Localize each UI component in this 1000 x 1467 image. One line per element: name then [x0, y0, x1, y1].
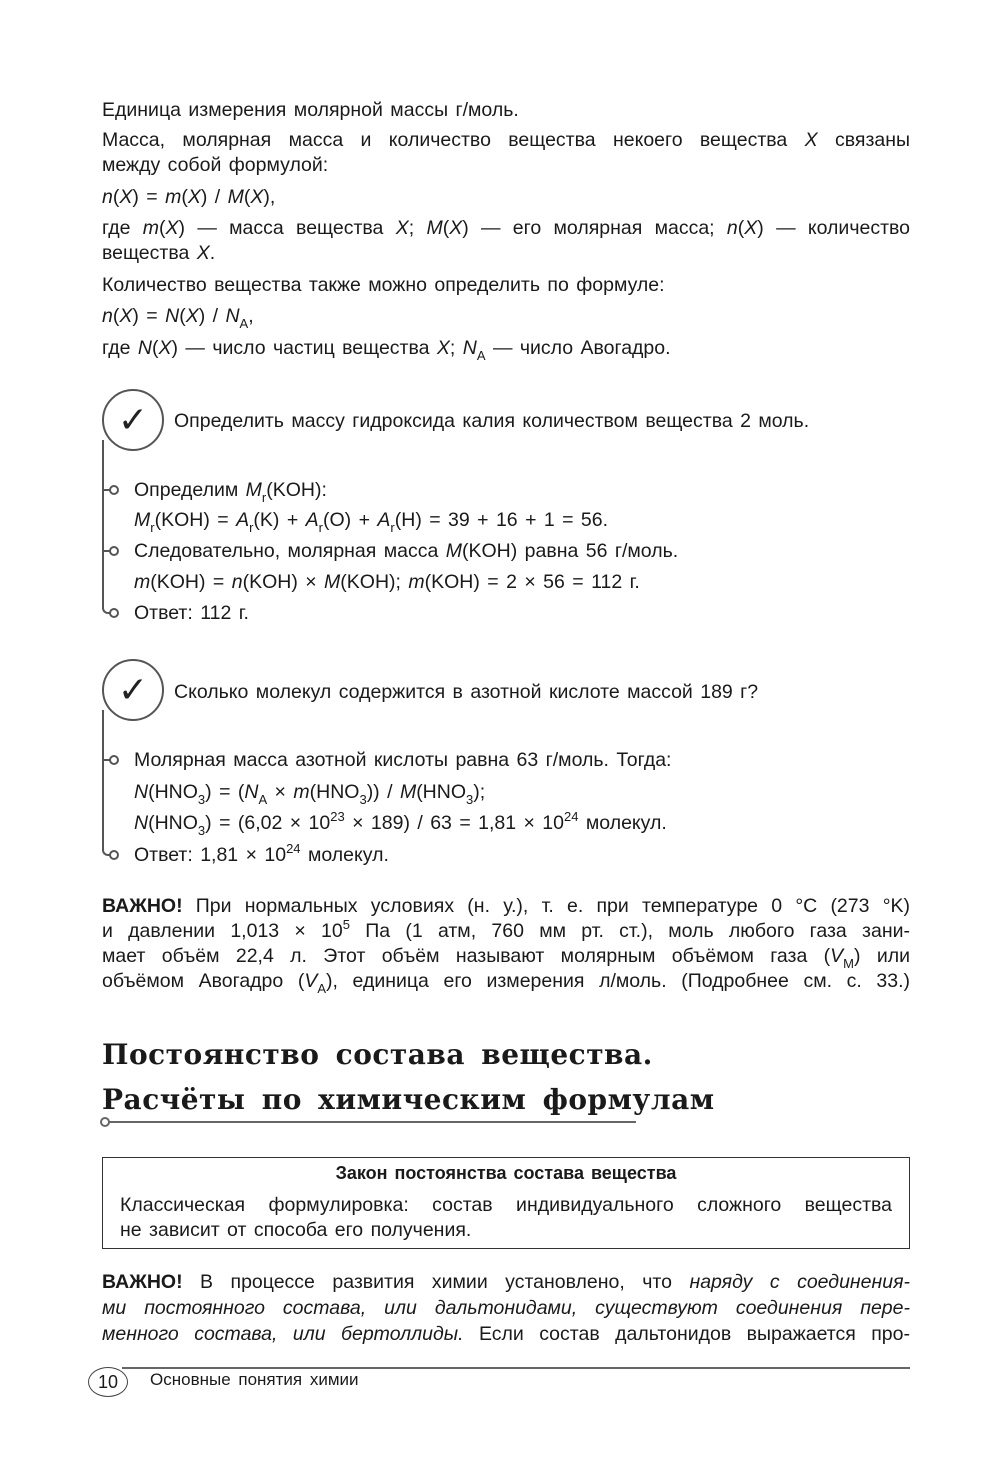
text-segment: Классическая формулировка: состав индивидуального сложного вещества	[120, 1194, 892, 1216]
text-segment: ) — его молярная масса;	[462, 217, 727, 239]
law-title: Закон постоянства состава вещества	[335, 1163, 677, 1183]
underline-dot-icon	[100, 1117, 110, 1127]
text-segment: (KOH) = 2 × 56 = 112 г.	[424, 571, 640, 593]
text-segment: X	[436, 337, 450, 359]
text-segment: ) = (6,02 × 10	[205, 812, 331, 834]
text-segment: X	[744, 217, 758, 239]
connector-line	[102, 710, 104, 848]
important-note-line	[102, 1322, 910, 1346]
text-segment: (	[179, 305, 186, 327]
text-segment: m	[142, 217, 160, 239]
text-segment: A	[305, 509, 319, 531]
answer	[134, 843, 389, 867]
text-segment: объёмом Авогадро (	[102, 970, 305, 992]
section-title-line-1: Постоянство состава вещества.	[102, 1038, 653, 1071]
example-question	[174, 409, 809, 433]
text-segment: M	[245, 479, 262, 501]
text-segment: A	[236, 509, 250, 531]
footer-rule	[122, 1367, 910, 1369]
text-segment: (	[737, 217, 745, 239]
text-segment: × 189) / 63 = 1,81 × 10	[344, 812, 564, 834]
text-line	[102, 241, 215, 265]
text-segment: (	[243, 186, 251, 208]
text-segment: A	[239, 316, 249, 331]
text-segment: ) =	[132, 186, 166, 208]
section-title-line-2: Расчёты по химическим формулам	[102, 1083, 715, 1116]
text-segment: ) или	[854, 945, 910, 967]
text-segment: (	[159, 217, 166, 239]
text-segment: N	[462, 337, 477, 359]
text-line	[102, 98, 519, 122]
law-text-line	[120, 1218, 471, 1242]
text-segment: M	[134, 509, 151, 531]
text-segment: M	[324, 571, 341, 593]
text-segment: ) — количество	[757, 217, 910, 239]
text-segment: m	[165, 186, 182, 208]
text-segment: N	[137, 337, 152, 359]
text-segment: n	[102, 186, 113, 208]
text-segment: m	[408, 571, 425, 593]
text-segment: Ответ: 112 г.	[134, 602, 249, 624]
text-segment: (	[112, 186, 120, 208]
text-segment: где	[102, 217, 143, 239]
important-note-line	[102, 894, 910, 918]
text-segment: X	[119, 305, 133, 327]
example-question	[174, 680, 758, 704]
text-segment: ;	[408, 217, 427, 239]
text-segment: мает объём 22,4 л. Этот объём называют молярным объёмом газа (	[102, 945, 831, 967]
important-note-line	[102, 1296, 910, 1320]
text-segment: 24	[286, 841, 301, 856]
text-segment: );	[473, 781, 486, 803]
text-segment: 3	[359, 792, 367, 807]
text-segment: 3	[197, 823, 206, 838]
text-segment: r	[390, 520, 395, 535]
text-segment: r	[249, 520, 254, 535]
text-segment: V	[830, 945, 844, 967]
text-segment: M	[445, 540, 463, 562]
text-segment: X	[449, 217, 463, 239]
text-segment: (KOH):	[266, 479, 327, 501]
text-segment: вещества	[102, 242, 197, 264]
text-segment: M	[426, 217, 443, 239]
text-segment: (KOH) =	[154, 509, 237, 531]
text-segment: В процессе развития химии установлено, что	[182, 1271, 690, 1293]
text-segment: (	[181, 186, 188, 208]
text-segment: (KOH);	[340, 571, 409, 593]
text-segment: (KOH) ×	[242, 571, 325, 593]
text-segment: (KOH) равна 56 г/моль.	[462, 540, 679, 562]
text-segment: ×	[267, 781, 294, 803]
text-segment: 23	[330, 809, 345, 824]
formula-line	[102, 304, 254, 331]
text-segment: V	[304, 970, 318, 992]
text-segment: Если состав дальтонидов выражается про-	[463, 1323, 910, 1345]
text-line	[102, 336, 671, 363]
text-segment: Масса, молярная масса и количество вещества некоего вещества	[102, 129, 805, 151]
bullet-icon	[109, 546, 119, 556]
text-segment: При нормальных условиях (н. у.), т. е. при температуре 0 °C (273 °K)	[182, 895, 910, 917]
text-segment: (	[151, 337, 159, 359]
text-segment: 3	[466, 792, 474, 807]
text-segment: ) /	[200, 186, 228, 208]
text-segment: X	[250, 186, 264, 208]
text-segment: Ответ: 1,81 × 10	[134, 844, 287, 866]
text-segment: ,	[248, 305, 254, 327]
text-segment: m	[293, 781, 310, 803]
text-segment: X	[187, 186, 201, 208]
text-segment: Единица измерения молярной массы г/моль.	[102, 99, 519, 121]
text-segment: 24	[564, 809, 579, 824]
text-segment: ) — число частиц вещества	[171, 337, 437, 359]
text-segment: X	[119, 186, 133, 208]
heading-underline	[108, 1121, 636, 1123]
text-segment: (HNO	[148, 812, 198, 834]
text-segment: r	[261, 490, 267, 505]
solution-step	[134, 748, 671, 772]
important-note-line	[102, 969, 910, 996]
page-number: 10	[88, 1367, 128, 1397]
text-segment: (HNO	[309, 781, 360, 803]
text-segment: n	[726, 217, 738, 239]
text-segment: X	[395, 217, 409, 239]
connector-line	[102, 440, 104, 606]
bullet-icon	[109, 850, 119, 860]
text-segment: .	[209, 242, 216, 264]
text-segment: )) /	[366, 781, 400, 803]
text-segment: менного состава, или бертоллиды.	[102, 1323, 464, 1345]
text-segment: M	[399, 781, 417, 803]
text-segment: ) = (	[205, 781, 245, 803]
text-segment: (HNO	[416, 781, 467, 803]
text-segment: (H) = 39 + 16 + 1 = 56.	[394, 509, 609, 531]
text-segment: (	[442, 217, 450, 239]
important-note-line	[102, 919, 910, 943]
text-segment: (KOH) =	[150, 571, 232, 593]
text-segment: наряду с соединения-	[689, 1271, 910, 1293]
text-segment: 3	[197, 792, 206, 807]
solution-step	[134, 780, 486, 807]
text-segment: A	[317, 981, 327, 996]
text-segment: Па (1 атм, 760 мм рт. ст.), моль любого газа зани-	[349, 920, 910, 942]
text-segment: X	[158, 337, 172, 359]
important-note-line	[102, 1270, 910, 1294]
text-segment: 5	[342, 917, 350, 932]
solution-step	[134, 508, 609, 535]
answer	[134, 601, 249, 625]
text-segment: n	[231, 571, 243, 593]
text-segment: Сколько молекул содержится в азотной кислоте массой 189 г?	[174, 681, 759, 703]
text-segment: M	[843, 956, 854, 971]
text-segment: N	[244, 781, 259, 803]
solution-step	[134, 539, 678, 563]
bullet-icon	[109, 755, 119, 765]
text-segment: не зависит от способа его получения.	[120, 1219, 472, 1241]
text-segment: m	[134, 571, 151, 593]
text-segment: Количество вещества также можно определить по формуле:	[102, 274, 665, 296]
text-segment: X	[196, 242, 210, 264]
text-segment: ;	[449, 337, 463, 359]
text-segment: N	[165, 305, 180, 327]
text-segment: M	[227, 186, 244, 208]
text-segment: N	[134, 812, 149, 834]
text-segment: молекул.	[300, 844, 389, 866]
text-segment: между собой формулой:	[102, 154, 329, 176]
chapter-title: Основные понятия химии	[150, 1370, 359, 1389]
text-segment: ВАЖНО!	[102, 895, 183, 917]
text-line	[102, 153, 328, 177]
text-segment: Следовательно, молярная масса	[134, 540, 446, 562]
text-segment: ми постоянного состава, или дальтонидами, существуют соединения пере-	[102, 1297, 910, 1319]
text-line	[102, 128, 910, 152]
text-segment: ) /	[198, 305, 226, 327]
text-segment: где	[102, 337, 138, 359]
checkmark-icon: ✓	[102, 659, 164, 721]
solution-step	[134, 478, 327, 505]
text-segment: ), единица его измерения л/моль. (Подробнее см. с. 33.)	[326, 970, 910, 992]
text-segment: X	[165, 217, 179, 239]
law-box	[102, 1157, 910, 1249]
text-segment: Определить массу гидроксида калия количеством вещества 2 моль.	[174, 410, 810, 432]
text-segment: ) — масса вещества	[178, 217, 396, 239]
text-segment: N	[225, 305, 240, 327]
text-segment: Молярная масса азотной кислоты равна 63 г/моль. Тогда:	[134, 749, 672, 771]
text-line	[102, 273, 665, 297]
solution-step	[134, 809, 667, 838]
text-segment: (	[112, 305, 120, 327]
formula-line	[102, 185, 275, 209]
text-segment: молекул.	[578, 812, 667, 834]
law-text-line	[120, 1193, 892, 1217]
text-segment: (K) +	[253, 509, 306, 531]
text-segment: ) =	[132, 305, 166, 327]
text-segment: A	[377, 509, 391, 531]
bullet-icon	[109, 485, 119, 495]
text-segment: и давлении 1,013 × 10	[102, 920, 343, 942]
text-segment: — число Авогадро.	[485, 337, 671, 359]
solution-step	[134, 570, 640, 594]
text-segment: X	[185, 305, 199, 327]
text-segment: (HNO	[148, 781, 198, 803]
text-segment: Определим	[134, 479, 246, 501]
text-segment: n	[102, 305, 113, 327]
checkmark-icon: ✓	[102, 389, 164, 451]
text-segment: ),	[263, 186, 276, 208]
text-segment: N	[134, 781, 149, 803]
text-segment: A	[258, 792, 268, 807]
text-segment: ВАЖНО!	[102, 1271, 183, 1293]
text-segment: связаны	[817, 129, 911, 151]
important-note-line	[102, 944, 910, 971]
text-segment: (O) +	[323, 509, 378, 531]
bullet-icon	[109, 608, 119, 618]
text-segment: r	[150, 520, 155, 535]
text-segment: A	[476, 348, 486, 363]
text-segment: r	[318, 520, 323, 535]
text-line	[102, 216, 910, 240]
text-segment: X	[804, 129, 818, 151]
